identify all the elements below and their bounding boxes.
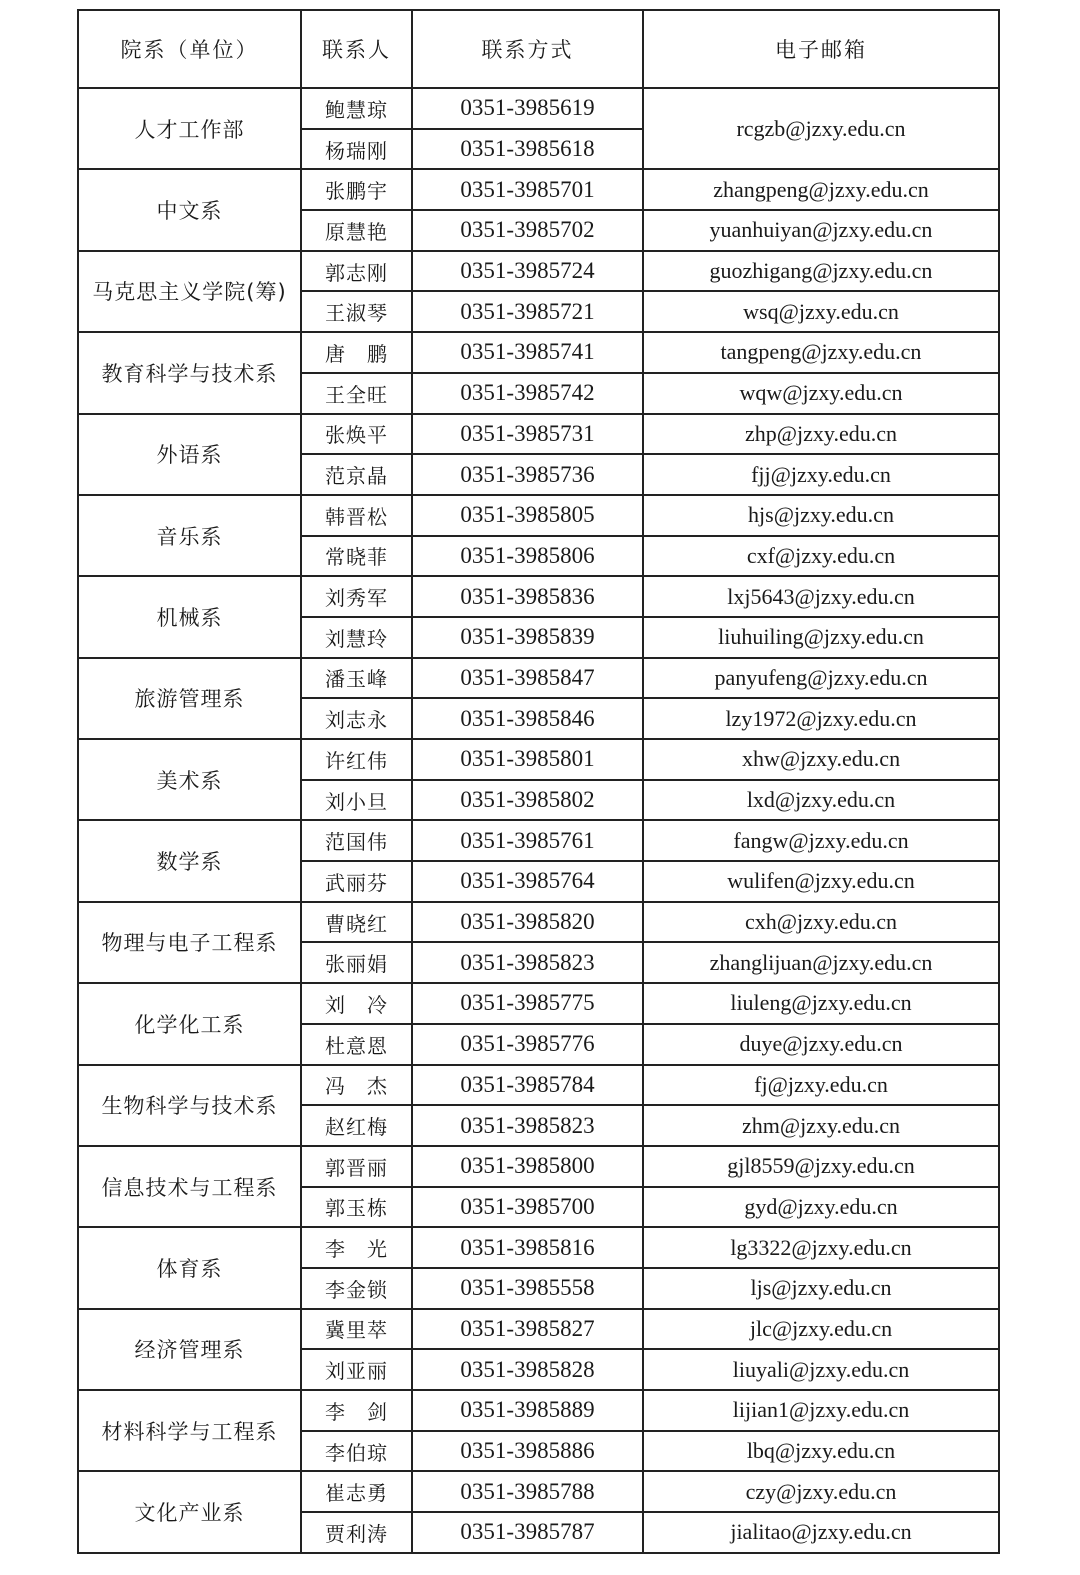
contact-email: lijian1@jzxy.edu.cn: [643, 1390, 999, 1431]
contact-email: lzy1972@jzxy.edu.cn: [643, 698, 999, 739]
contact-phone: 0351-3985741: [412, 332, 643, 373]
contact-name: 郭玉栋: [301, 1187, 412, 1228]
contact-email: cxf@jzxy.edu.cn: [643, 536, 999, 577]
contact-name: 张鹏宇: [301, 169, 412, 210]
contact-phone: 0351-3985742: [412, 373, 643, 414]
department-name: 人才工作部: [78, 88, 301, 169]
contact-email: liuhuiling@jzxy.edu.cn: [643, 617, 999, 658]
department-name: 马克思主义学院(筹): [78, 251, 301, 332]
contact-email: lg3322@jzxy.edu.cn: [643, 1227, 999, 1268]
table-row: [78, 1471, 999, 1512]
contact-name: 杨瑞刚: [301, 129, 412, 170]
contact-email: hjs@jzxy.edu.cn: [643, 495, 999, 536]
contact-phone: 0351-3985784: [412, 1065, 643, 1106]
contact-email: jialitao@jzxy.edu.cn: [643, 1512, 999, 1553]
contact-email: lxd@jzxy.edu.cn: [643, 780, 999, 821]
contact-name: 赵红梅: [301, 1105, 412, 1146]
contact-phone: 0351-3985806: [412, 536, 643, 577]
contact-name: 韩晋松: [301, 495, 412, 536]
contact-name: 张焕平: [301, 414, 412, 455]
contact-name: 范国伟: [301, 820, 412, 861]
contact-name: 李 光: [301, 1227, 412, 1268]
contact-name: 王淑琴: [301, 291, 412, 332]
table-row: [78, 332, 999, 373]
contact-email: tangpeng@jzxy.edu.cn: [643, 332, 999, 373]
contact-phone: 0351-3985724: [412, 251, 643, 292]
contact-name: 郭晋丽: [301, 1146, 412, 1187]
contact-phone: 0351-3985827: [412, 1309, 643, 1350]
contact-email: zhanglijuan@jzxy.edu.cn: [643, 942, 999, 983]
department-name: 机械系: [78, 576, 301, 657]
department-name: 经济管理系: [78, 1309, 301, 1390]
contact-name: 张丽娟: [301, 942, 412, 983]
contact-table: [77, 9, 1000, 1554]
department-name: 美术系: [78, 739, 301, 820]
contact-name: 刘亚丽: [301, 1349, 412, 1390]
contact-email: zhangpeng@jzxy.edu.cn: [643, 169, 999, 210]
table-row: [78, 1146, 999, 1187]
contact-name: 常晓菲: [301, 536, 412, 577]
contact-email: zhp@jzxy.edu.cn: [643, 414, 999, 455]
contact-email: yuanhuiyan@jzxy.edu.cn: [643, 210, 999, 251]
department-name: 材料科学与工程系: [78, 1390, 301, 1471]
header-dept: 院系（单位）: [78, 10, 301, 88]
contact-name: 郭志刚: [301, 251, 412, 292]
contact-name: 范京晶: [301, 454, 412, 495]
contact-email: cxh@jzxy.edu.cn: [643, 902, 999, 943]
table-row: [78, 169, 999, 210]
contact-phone: 0351-3985558: [412, 1268, 643, 1309]
contact-name: 曹晓红: [301, 902, 412, 943]
contact-phone: 0351-3985619: [412, 88, 643, 129]
contact-name: 冀里萃: [301, 1309, 412, 1350]
department-name: 数学系: [78, 820, 301, 901]
table-row: [78, 820, 999, 861]
department-name: 体育系: [78, 1227, 301, 1308]
contact-email: jlc@jzxy.edu.cn: [643, 1309, 999, 1350]
contact-name: 许红伟: [301, 739, 412, 780]
department-name: 生物科学与技术系: [78, 1065, 301, 1146]
department-name: 音乐系: [78, 495, 301, 576]
table-row: [78, 658, 999, 699]
contact-name: 鲍慧琼: [301, 88, 412, 129]
contact-phone: 0351-3985761: [412, 820, 643, 861]
table-row: [78, 983, 999, 1024]
contact-name: 潘玉峰: [301, 658, 412, 699]
contact-phone: 0351-3985823: [412, 1105, 643, 1146]
header-row: [78, 10, 999, 88]
contact-phone: 0351-3985836: [412, 576, 643, 617]
table-row: [78, 1065, 999, 1106]
contact-email: liuyali@jzxy.edu.cn: [643, 1349, 999, 1390]
table-row: [78, 88, 999, 129]
contact-phone: 0351-3985820: [412, 902, 643, 943]
contact-phone: 0351-3985787: [412, 1512, 643, 1553]
contact-phone: 0351-3985800: [412, 1146, 643, 1187]
department-name: 文化产业系: [78, 1471, 301, 1552]
contact-phone: 0351-3985828: [412, 1349, 643, 1390]
contact-email: panyufeng@jzxy.edu.cn: [643, 658, 999, 699]
contact-email: gjl8559@jzxy.edu.cn: [643, 1146, 999, 1187]
table-row: [78, 251, 999, 292]
contact-phone: 0351-3985701: [412, 169, 643, 210]
department-name: 化学化工系: [78, 983, 301, 1064]
contact-phone: 0351-3985816: [412, 1227, 643, 1268]
contact-name: 刘 冷: [301, 983, 412, 1024]
contact-name: 武丽芬: [301, 861, 412, 902]
table-row: [78, 1390, 999, 1431]
contact-name: 唐 鹏: [301, 332, 412, 373]
contact-email: lxj5643@jzxy.edu.cn: [643, 576, 999, 617]
contact-name: 原慧艳: [301, 210, 412, 251]
contact-email: fj@jzxy.edu.cn: [643, 1065, 999, 1106]
contact-phone: 0351-3985775: [412, 983, 643, 1024]
contact-email: zhm@jzxy.edu.cn: [643, 1105, 999, 1146]
header-phone: 联系方式: [412, 10, 643, 88]
contact-phone: 0351-3985889: [412, 1390, 643, 1431]
contact-phone: 0351-3985846: [412, 698, 643, 739]
department-name: 教育科学与技术系: [78, 332, 301, 413]
contact-name: 杜意恩: [301, 1024, 412, 1065]
contact-phone: 0351-3985721: [412, 291, 643, 332]
contact-phone: 0351-3985839: [412, 617, 643, 658]
contact-email: guozhigang@jzxy.edu.cn: [643, 251, 999, 292]
table-row: [78, 495, 999, 536]
department-name: 物理与电子工程系: [78, 902, 301, 983]
contact-phone: 0351-3985801: [412, 739, 643, 780]
contact-email: gyd@jzxy.edu.cn: [643, 1187, 999, 1228]
contact-phone: 0351-3985802: [412, 780, 643, 821]
contact-phone: 0351-3985702: [412, 210, 643, 251]
contact-name: 刘小旦: [301, 780, 412, 821]
contact-phone: 0351-3985736: [412, 454, 643, 495]
contact-email: xhw@jzxy.edu.cn: [643, 739, 999, 780]
contact-table-container: [77, 9, 998, 1554]
contact-name: 冯 杰: [301, 1065, 412, 1106]
contact-phone: 0351-3985618: [412, 129, 643, 170]
table-row: [78, 414, 999, 455]
contact-phone: 0351-3985700: [412, 1187, 643, 1228]
contact-name: 崔志勇: [301, 1471, 412, 1512]
contact-phone: 0351-3985805: [412, 495, 643, 536]
department-name: 外语系: [78, 414, 301, 495]
contact-email: wsq@jzxy.edu.cn: [643, 291, 999, 332]
contact-email: liuleng@jzxy.edu.cn: [643, 983, 999, 1024]
table-row: [78, 902, 999, 943]
department-name: 中文系: [78, 169, 301, 250]
table-body: [78, 88, 999, 1553]
contact-email: lbq@jzxy.edu.cn: [643, 1431, 999, 1472]
table-row: [78, 739, 999, 780]
contact-email: duye@jzxy.edu.cn: [643, 1024, 999, 1065]
contact-phone: 0351-3985731: [412, 414, 643, 455]
contact-phone: 0351-3985886: [412, 1431, 643, 1472]
header-contact: 联系人: [301, 10, 412, 88]
contact-name: 李伯琼: [301, 1431, 412, 1472]
contact-name: 李金锁: [301, 1268, 412, 1309]
contact-email: ljs@jzxy.edu.cn: [643, 1268, 999, 1309]
contact-phone: 0351-3985847: [412, 658, 643, 699]
contact-name: 李 剑: [301, 1390, 412, 1431]
contact-name: 刘志永: [301, 698, 412, 739]
department-name: 信息技术与工程系: [78, 1146, 301, 1227]
table-row: [78, 1309, 999, 1350]
contact-email: czy@jzxy.edu.cn: [643, 1471, 999, 1512]
header-email: 电子邮箱: [643, 10, 999, 88]
contact-email: wqw@jzxy.edu.cn: [643, 373, 999, 414]
department-name: 旅游管理系: [78, 658, 301, 739]
table-row: [78, 1227, 999, 1268]
contact-phone: 0351-3985764: [412, 861, 643, 902]
contact-name: 刘慧玲: [301, 617, 412, 658]
contact-phone: 0351-3985776: [412, 1024, 643, 1065]
contact-email: fjj@jzxy.edu.cn: [643, 454, 999, 495]
contact-name: 贾利涛: [301, 1512, 412, 1553]
contact-email: wulifen@jzxy.edu.cn: [643, 861, 999, 902]
contact-name: 王全旺: [301, 373, 412, 414]
contact-phone: 0351-3985788: [412, 1471, 643, 1512]
contact-email: fangw@jzxy.edu.cn: [643, 820, 999, 861]
table-row: [78, 576, 999, 617]
contact-email: rcgzb@jzxy.edu.cn: [643, 88, 999, 169]
contact-name: 刘秀军: [301, 576, 412, 617]
contact-phone: 0351-3985823: [412, 942, 643, 983]
